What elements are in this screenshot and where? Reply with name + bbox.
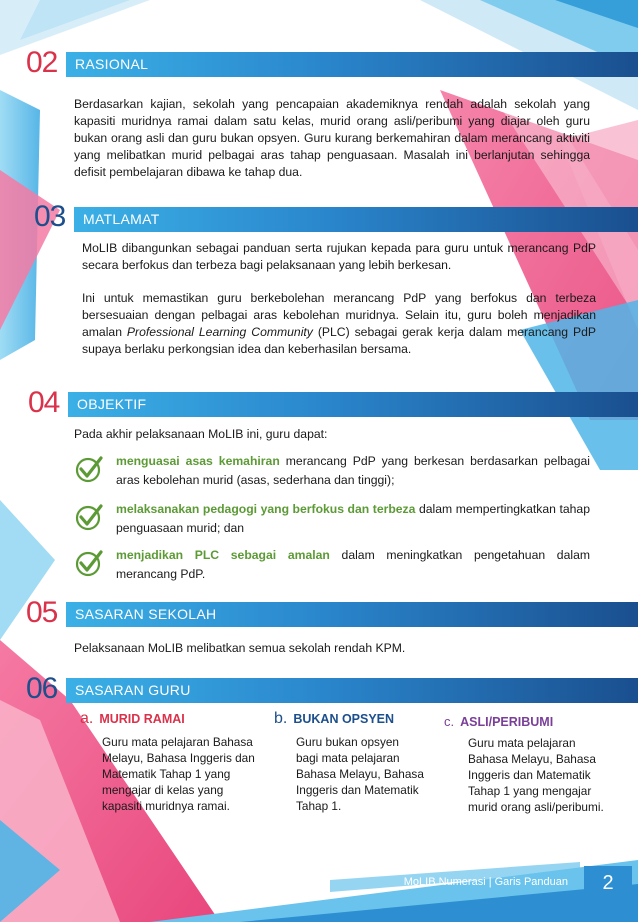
target-column-c: [444, 714, 604, 815]
page-number: 2: [584, 866, 632, 900]
target-column-b: [274, 710, 424, 814]
column-heading: [80, 710, 255, 728]
objective-item: [74, 500, 594, 544]
column-letter: c.: [444, 714, 455, 729]
section-number: 06: [26, 672, 58, 705]
matlamat-text: Ini untuk memastikan guru berkebolehan merancang PdP yang berfokus dan terbeza bersesuaian dengan pelbagai aras kebolehan muridnya. Selain itu, guru boleh menjadikan amalan: [82, 291, 596, 339]
column-body: Guru mata pelajaran Bahasa Melayu, Bahasa Inggeris dan Matematik Tahap 1 yang mengajar di kelas yang kapasiti muridnya ramai.: [102, 735, 255, 813]
column-title: MURID RAMAI: [99, 712, 185, 726]
column-letter: a.: [80, 710, 94, 727]
section-number: 03: [34, 200, 66, 233]
objective-item: [74, 452, 594, 496]
objective-rest: dalam meningkatkan pengetahuan dalam merancang PdP.: [116, 548, 591, 581]
column-title: BUKAN OPSYEN: [293, 712, 395, 726]
target-column-a: [80, 710, 255, 814]
rasional-paragraph: Berdasarkan kajian, sekolah yang pencapaian akademiknya rendah adalah sekolah yang kapasiti muridnya ramai dalam satu kelas, murid orang asli/peribumi yang diajar oleh guru bukan orang asli dan guru bukan opsyen. Guru kurang berkemahiran dalam merancang aktiviti yang melibatkan murid pelbagai aras tahap penguasaan. Masalah ini berlanjutan sehingga defisit pembelajaran dibawa ke tahap dua.: [74, 97, 590, 179]
column-body: Guru mata pelajaran Bahasa Melayu, Bahasa Inggeris dan Matematik Tahap 1 yang mengajar murid orang asli/peribumi.: [468, 736, 604, 814]
sasaran-sekolah-text: Pelaksanaan MoLIB melibatkan semua sekolah rendah KPM.: [74, 641, 406, 655]
objective-text: [116, 500, 590, 538]
objektif-intro: Pada akhir pelaksanaan MoLIB ini, guru dapat:: [74, 427, 328, 441]
section-title-bar: SASARAN SEKOLAH: [66, 602, 638, 627]
matlamat-paragraph-2: [82, 290, 596, 358]
column-title: ASLI/PERIBUMI: [460, 715, 554, 729]
section-number: 02: [26, 46, 58, 79]
footer-text: MoLIB Numerasi | Garis Panduan: [403, 876, 568, 888]
objective-rest: dalam mempertingkatkan tahap penguasaan murid; dan: [116, 502, 590, 535]
objective-highlight: menjadikan PLC sebagai amalan: [116, 548, 330, 562]
column-heading: [274, 710, 424, 728]
objective-highlight: melaksanakan pedagogi yang berfokus dan terbeza: [116, 502, 416, 516]
matlamat-text: (PLC) sebagai gerak kerja dalam merancang PdP supaya berlaku perkongsian idea dan keberhasilan bersama.: [82, 325, 597, 356]
objective-text: [116, 452, 590, 490]
objective-highlight: menguasai asas kemahiran: [116, 454, 280, 468]
check-circle-icon: [74, 452, 106, 484]
check-circle-icon: [74, 546, 106, 578]
check-circle-icon: [74, 500, 106, 532]
column-heading: [444, 714, 604, 729]
section-title-bar: MATLAMAT: [74, 207, 638, 232]
objective-item: [74, 546, 594, 590]
plc-term: Professional Learning Community: [126, 325, 313, 339]
section-title-bar: SASARAN GURU: [66, 678, 638, 703]
objective-text: [116, 546, 590, 584]
section-title-bar: RASIONAL: [66, 52, 638, 77]
column-body: Guru bukan opsyen bagi mata pelajaran Bahasa Melayu, Bahasa Inggeris dan Matematik Tahap 1.: [296, 735, 424, 813]
matlamat-paragraph-1: MoLIB dibangunkan sebagai panduan serta rujukan kepada para guru untuk merancang PdP secara berfokus dan terbeza bagi pelaksanaan yang lebih berkesan.: [82, 241, 596, 272]
section-number: 05: [26, 596, 58, 629]
section-number: 04: [28, 386, 60, 419]
column-letter: b.: [274, 710, 288, 727]
section-title-bar: OBJEKTIF: [68, 392, 638, 417]
objective-rest: merancang PdP yang berkesan berdasarkan pelbagai aras kebolehan murid (asas, sederhana dan tinggi);: [116, 454, 590, 487]
